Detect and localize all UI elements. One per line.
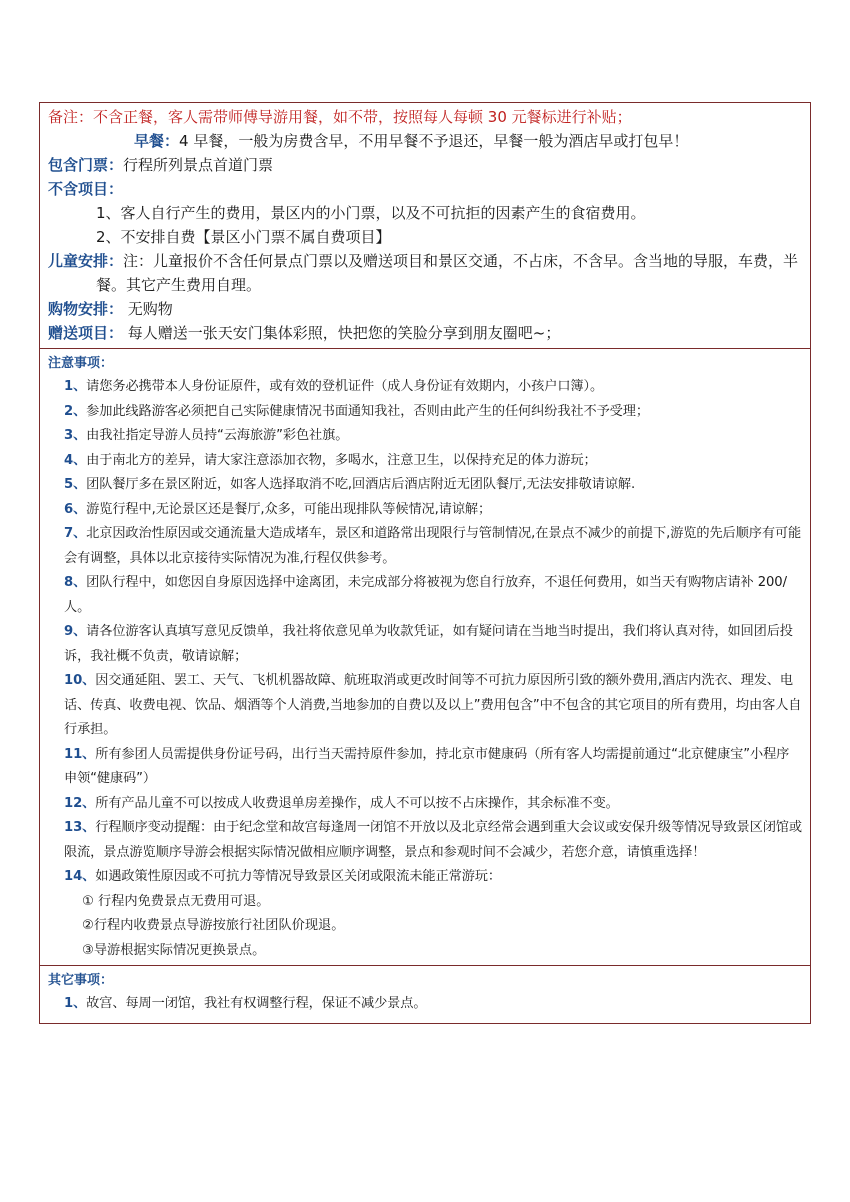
note-item	[48, 522, 802, 571]
note-number: 6、	[64, 501, 87, 517]
note-item	[48, 424, 802, 449]
note-number: 5、	[64, 477, 87, 492]
breakfast-text: 4 早餐，一般为房费含早，不用早餐不予退还，早餐一般为酒店早或打包早！	[179, 132, 689, 150]
note-item	[48, 992, 802, 1017]
other-section	[40, 966, 810, 1023]
ticket-label: 包含门票：	[48, 156, 124, 174]
note-number: 14、	[64, 869, 96, 884]
other-list	[48, 992, 802, 1017]
child-row	[48, 249, 802, 297]
shopping-label: 购物安排：	[48, 300, 124, 318]
notes-title: 注意事项：	[48, 356, 114, 371]
note-number: 7、	[64, 526, 87, 541]
other-title: 其它事项：	[48, 973, 114, 988]
note-item	[48, 743, 802, 792]
note-item	[48, 571, 802, 620]
note-text: 行程顺序变动提醒：由于纪念堂和故宫每逢周一闭馆不开放以及北京经常会遇到重大会议或安保升级等情况导致景区闭馆或限流，景点游览顺序导游会根据实际情况做相应顺序调整，景点和参观时间不会减少，若您介意，请慎重选择！	[64, 820, 802, 860]
note-number: 12、	[64, 795, 96, 811]
gift-label: 赠送项目：	[48, 324, 124, 342]
breakfast-label: 早餐：	[134, 132, 180, 150]
note-text: 团队行程中，如您因自身原因选择中途离团，未完成部分将被视为您自行放弃，不退任何费用，如当天有购物店请补 200/人。	[64, 575, 787, 615]
note-text: 所有产品儿童不可以按成人收费退单房差操作，成人不可以按不占床操作，其余标准不变。	[95, 795, 619, 811]
note-number: 8、	[64, 575, 87, 590]
note-text: 游览行程中,无论景区还是餐厅,众多，可能出现排队等候情况,请谅解；	[86, 501, 492, 517]
gift-text: 每人赠送一张天安门集体彩照，快把您的笑脸分享到朋友圈吧~；	[123, 324, 561, 342]
itinerary-notes-box	[39, 102, 811, 1024]
note-subitem: ②行程内收费景点导游按旅行社团队价现退。	[82, 918, 345, 933]
note-number: 10、	[64, 673, 96, 688]
note-number: 9、	[64, 624, 87, 639]
note-item	[48, 792, 802, 817]
breakfast-row	[48, 129, 802, 153]
excluded-item: 2、不安排自费【景区小门票不属自费项目】	[96, 228, 391, 246]
note-text: 因交通延阻、罢工、天气、飞机机器故障、航班取消或更改时间等不可抗力原因所引致的额外费用,酒店内洗衣、理发、电话、传真、收费电视、饮品、烟酒等个人消费,当地参加的自费以及以上”费用包含”中不包含的其它项目的所有费用，均由客人自行承担。	[64, 673, 802, 737]
note-text: 参加此线路游客必须把自己实际健康情况书面通知我社，否则由此产生的任何纠纷我社不予受理；	[86, 403, 649, 419]
note-item	[48, 375, 802, 400]
note-number: 11、	[64, 746, 96, 762]
note-item	[48, 498, 802, 523]
notes-sublist	[48, 890, 802, 964]
note-number: 3、	[64, 428, 87, 443]
note-item	[48, 620, 802, 669]
note-item	[48, 669, 802, 743]
notes-section	[40, 349, 810, 966]
meal-remark: 备注：不含正餐，客人需带师傅导游用餐，如不带，按照每人每顿 30 元餐标进行补贴；	[48, 108, 632, 126]
note-text: 由于南北方的差异，请大家注意添加衣物，多喝水，注意卫生，以保持充足的体力游玩；	[86, 452, 597, 468]
excluded-row	[48, 177, 802, 201]
note-text: 由我社指定导游人员持“云海旅游”彩色社旗。	[86, 428, 349, 443]
shopping-text: 无购物	[123, 300, 173, 318]
shopping-row	[48, 297, 802, 321]
child-label: 儿童安排：	[48, 252, 124, 270]
note-number: 13、	[64, 820, 96, 835]
notes-list	[48, 375, 802, 890]
note-number: 1、	[64, 996, 87, 1011]
note-text: 所有参团人员需提供身份证号码，出行当天需持原件参加，持北京市健康码（所有客人均需提前通过“北京健康宝”小程序申领“健康码”）	[64, 746, 790, 786]
ticket-row	[48, 153, 802, 177]
ticket-text: 行程所列景点首道门票	[123, 156, 274, 174]
note-text: 请各位游客认真填写意见反馈单，我社将依意见单为收款凭证，如有疑问请在当地当时提出，我们将认真对待，如回团后投诉，我社概不负责，敬请谅解；	[64, 624, 793, 664]
child-text: 注：儿童报价不含任何景点门票以及赠送项目和景区交通，不占床，不含早。含当地的导服，车费，半餐。其它产生费用自理。	[96, 252, 799, 294]
note-text: 故宫、每周一闭馆，我社有权调整行程，保证不减少景点。	[86, 996, 427, 1011]
gift-row	[48, 321, 802, 345]
note-subitem: ③导游根据实际情况更换景点。	[82, 942, 266, 958]
note-text: 请您务必携带本人身份证原件，或有效的登机证件（成人身份证有效期内，小孩户口簿）。	[86, 379, 604, 394]
summary-section	[40, 103, 810, 349]
note-number: 1、	[64, 379, 87, 394]
excluded-item: 1、客人自行产生的费用，景区内的小门票，以及不可抗拒的因素产生的食宿费用。	[96, 204, 646, 222]
note-item	[48, 449, 802, 474]
note-text: 如遇政策性原因或不可抗力等情况导致景区关闭或限流未能正常游玩：	[95, 869, 501, 884]
note-item	[48, 400, 802, 425]
note-item	[48, 865, 802, 890]
note-number: 2、	[64, 403, 87, 419]
note-item	[48, 816, 802, 865]
note-item	[48, 473, 802, 498]
note-subitem: ① 行程内免费景点无费用可退。	[82, 893, 270, 909]
excluded-label: 不含项目：	[48, 180, 124, 198]
note-text: 团队餐厅多在景区附近，如客人选择取消不吃,回酒店后酒店附近无团队餐厅,无法安排敬请谅解.	[86, 477, 636, 492]
note-number: 4、	[64, 452, 87, 468]
note-text: 北京因政治性原因或交通流量大造成堵车，景区和道路常出现限行与管制情况,在景点不减少的前提下,游览的先后顺序有可能会有调整，具体以北京接待实际情况为准,行程仅供参考。	[64, 526, 802, 566]
